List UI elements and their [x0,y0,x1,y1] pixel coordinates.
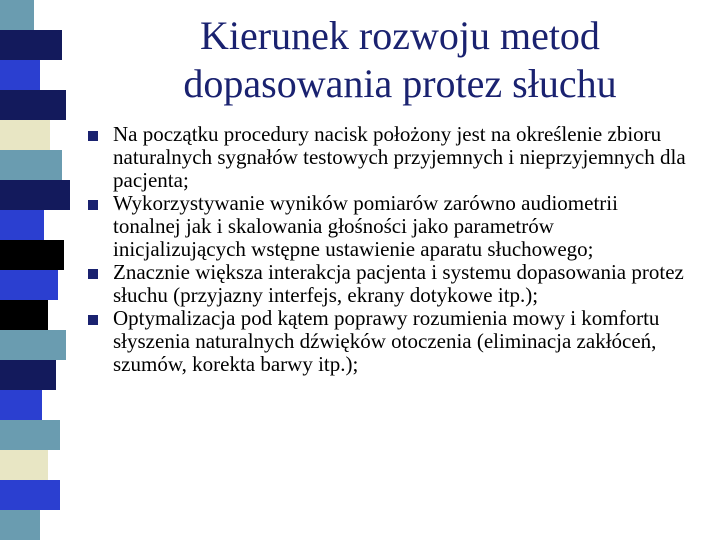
decorative-side-stripe [0,0,72,540]
stripe-block [0,450,48,480]
square-bullet-icon [88,315,98,325]
bullet-item [88,123,688,192]
bullet-text: Optymalizacja pod kątem poprawy rozumienia mowy i komfortu słyszenia naturalnych dźwięków otoczenia (eliminacja zakłóceń, szumów, korekta barwy itp.); [113,306,660,376]
stripe-block [0,330,66,360]
stripe-block [0,300,48,330]
stripe-block [0,420,60,450]
stripe-block [0,60,40,90]
title-line-2: dopasowania protez słuchu [183,61,617,106]
stripe-block [0,270,58,300]
bullet-item [88,192,688,261]
bullet-item [88,307,688,376]
stripe-block [0,240,64,270]
stripe-block [0,210,44,240]
bullet-text: Znacznie większa interakcja pacjenta i systemu dopasowania protez słuchu (przyjazny interfejs, ekrany dotykowe itp.); [113,260,684,307]
square-bullet-icon [88,200,98,210]
stripe-block [0,510,40,540]
title-line-1: Kierunek rozwoju metod [200,13,600,58]
bullet-list [88,123,688,376]
stripe-block [0,180,70,210]
bullet-text: Wykorzystywanie wyników pomiarów zarówno audiometrii tonalnej jak i skalowania głośności jako parametrów inicjalizujących wstępne ustawienie aparatu słuchowego; [113,191,618,261]
stripe-block [0,150,62,180]
stripe-block [0,480,60,510]
stripe-block [0,390,42,420]
square-bullet-icon [88,269,98,279]
stripe-block [0,360,56,390]
bullet-item [88,261,688,307]
stripe-block [0,0,34,30]
stripe-block [0,30,62,60]
stripe-block [0,90,66,120]
stripe-block [0,120,50,150]
square-bullet-icon [88,131,98,141]
slide-title [110,12,690,108]
bullet-text: Na początku procedury nacisk położony jest na określenie zbioru naturalnych sygnałów testowych przyjemnych i nieprzyjemnych dla pacjenta; [113,122,686,192]
